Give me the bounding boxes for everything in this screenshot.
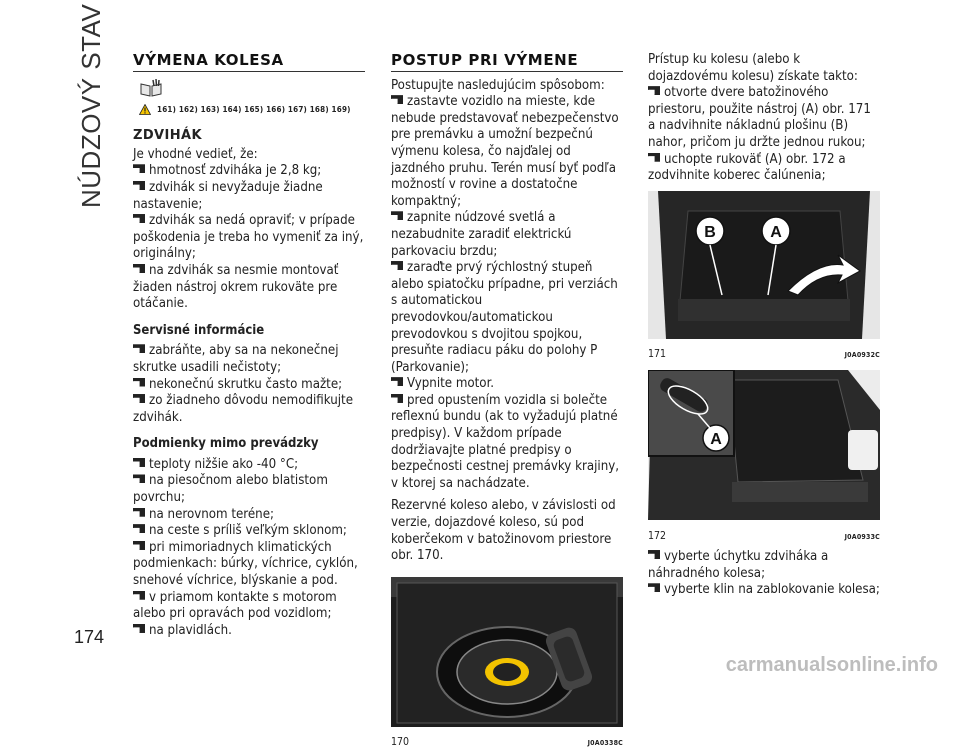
figure-caption <box>391 734 623 752</box>
conditions-heading: Podmienky mimo prevádzky <box>133 436 319 452</box>
bullet-icon <box>133 474 145 483</box>
conditions-item: v priamom kontakte s motorom alebo pri opravách pod vozidlom; <box>133 589 337 622</box>
figure-number: 172 <box>648 529 667 542</box>
page-number: 174 <box>74 627 105 647</box>
conditions-item: na plavidlách. <box>133 623 365 640</box>
access-item: uchopte rukoväť (A) obr. 172 a zodvihnite koberec čalúnenia; <box>648 151 846 184</box>
figure-172 <box>648 370 880 545</box>
bullet-icon <box>648 86 660 95</box>
column-1 <box>133 52 365 639</box>
conditions-item: pri mimoriadnych klimatických podmienkach: búrky, víchrice, cyklón, snehové víchrice, blýskanie a pod. <box>133 539 358 589</box>
bullet-icon <box>391 394 403 403</box>
access-item: vyberte klin na zablokovanie kolesa; <box>648 582 880 599</box>
bullet-icon <box>133 624 145 633</box>
spare-wheel-photo <box>391 577 623 727</box>
section-title: VÝMENA KOLESA <box>133 51 284 69</box>
figure-number: 170 <box>391 736 410 749</box>
bullet-icon <box>648 550 660 559</box>
bullet-icon <box>133 181 145 190</box>
callout-a: A <box>710 430 722 448</box>
bullet-icon <box>133 541 145 550</box>
watermark: carmanualsonline.info <box>725 654 938 676</box>
manual-reference-row <box>133 78 365 98</box>
figure-number: 171 <box>648 348 667 361</box>
jack-item: hmotnosť zdviháka je 2,8 kg; <box>133 163 365 180</box>
bullet-icon <box>391 261 403 270</box>
conditions-item: na ceste s príliš veľkým sklonom; <box>133 523 365 540</box>
bullet-icon <box>391 211 403 220</box>
section-heading-block <box>391 52 623 72</box>
bullet-icon <box>133 394 145 403</box>
warning-triangle-icon <box>139 104 151 115</box>
figure-caption <box>648 346 880 364</box>
bullet-icon <box>648 583 660 592</box>
side-title-text: NÚDZOVÝ STAV <box>76 3 106 208</box>
trunk-floor-photo <box>648 191 880 339</box>
procedure-item: pred opustením vozidla si bolečte reflexnú bundu (ak to vyžadujú platné predpisy). V každom prípade dodržiavajte platné predpisy o bezpečnosti cestnej premávky krajiny, v ktorej sa nachádzate. <box>391 392 620 491</box>
access-item: otvorte dvere batožinového priestoru, použite nástroj (A) obr. 171 a nadvihnite nákladnú plošinu (B) nahor, pričom ju držte jednou rukou; <box>648 85 871 150</box>
procedure-item: zapnite núdzové svetlá a nezabudnite zaradiť elektrickú parkovaciu brzdu; <box>391 210 572 259</box>
procedure-item: Vypnite motor. <box>391 376 623 393</box>
access-item: vyberte úchytku zdviháka a náhradného kolesa; <box>648 549 829 581</box>
figure-code: J0A0932C <box>844 351 880 360</box>
warning-ref-list: 161) 162) 163) 164) 165) 166) 167) 168) 169) <box>157 104 351 114</box>
bullet-icon <box>133 214 145 223</box>
book-hand-icon <box>139 78 163 98</box>
callout-b: B <box>704 223 716 241</box>
figure-caption <box>648 528 880 546</box>
jack-item: zdvihák sa nedá opraviť; v prípade poškodenia je treba ho vymeniť za iný, originálny; <box>133 213 364 262</box>
bullet-icon <box>391 95 403 104</box>
trunk-carpet-photo <box>648 370 880 520</box>
figure-code: J0A0933C <box>844 532 880 541</box>
service-heading: Servisné informácie <box>133 322 265 338</box>
section-heading-block <box>133 52 365 72</box>
bullet-icon <box>391 377 403 386</box>
jack-item: na zdvihák sa nesmie montovať žiaden nástroj okrem rukoväte pre otáčanie. <box>133 262 339 312</box>
procedure-intro: Postupujte nasledujúcim spôsobom: <box>391 77 605 93</box>
service-item: zo žiadneho dôvodu nemodifikujte zdvihák. <box>133 393 354 425</box>
bullet-icon <box>133 344 145 353</box>
bullet-icon <box>133 508 145 517</box>
procedure-item: zastavte vozidlo na mieste, kde nebude predstavovať nebezpečenstvo pre premávku a umožní bezpečnú výmenu kolesa, čo najďalej od jazdného pruhu. Terén musí byť podľa možností v rovine a dostatočne kompaktný; <box>391 94 619 209</box>
conditions-item: na piesočnom alebo blatistom povrchu; <box>133 473 328 506</box>
figure-code: J0A0338C <box>587 739 623 748</box>
bullet-icon <box>133 164 145 173</box>
bullet-icon <box>133 378 145 387</box>
service-item: nekonečnú skrutku často mažte; <box>133 377 365 394</box>
warning-references <box>139 102 365 119</box>
jack-heading: ZDVIHÁK <box>133 128 202 144</box>
procedure-item: zaraďte prvý rýchlostný stupeň alebo spiatočku prípadne, pri verziách s automatickou prevodovkou/automatickou prevodovkou s dvojitou spojkou, presuňte radiacu páku do polohy P (Parkovanie); <box>391 260 618 375</box>
section-title: POSTUP PRI VÝMENE <box>391 51 579 69</box>
service-item: zabráňte, aby sa na nekonečnej skrutke usadili nečistoty; <box>133 343 339 375</box>
side-section-title <box>76 3 116 208</box>
column-3 <box>648 52 880 599</box>
bullet-icon <box>133 591 145 600</box>
figure-171 <box>648 191 880 364</box>
callout-a: A <box>770 223 782 241</box>
spare-wheel-text: Rezervné koleso alebo, v závislosti od verzie, dojazdové koleso, sú pod koberčekom v batožinovom priestore obr. 170. <box>391 498 616 564</box>
conditions-item: na nerovnom teréne; <box>133 507 365 524</box>
bullet-icon <box>133 264 145 273</box>
bullet-icon <box>133 524 145 533</box>
jack-intro: Je vhodné vedieť, že: <box>133 146 258 162</box>
conditions-item: teploty nižšie ako -40 °C; <box>133 457 365 474</box>
bullet-icon <box>648 153 660 162</box>
figure-170 <box>391 577 623 752</box>
access-intro: Prístup ku kolesu (alebo k dojazdovému kolesu) získate takto: <box>648 52 858 84</box>
column-2 <box>391 52 623 752</box>
bullet-icon <box>133 458 145 467</box>
jack-item: zdvihák si nevyžaduje žiadne nastavenie; <box>133 179 323 212</box>
